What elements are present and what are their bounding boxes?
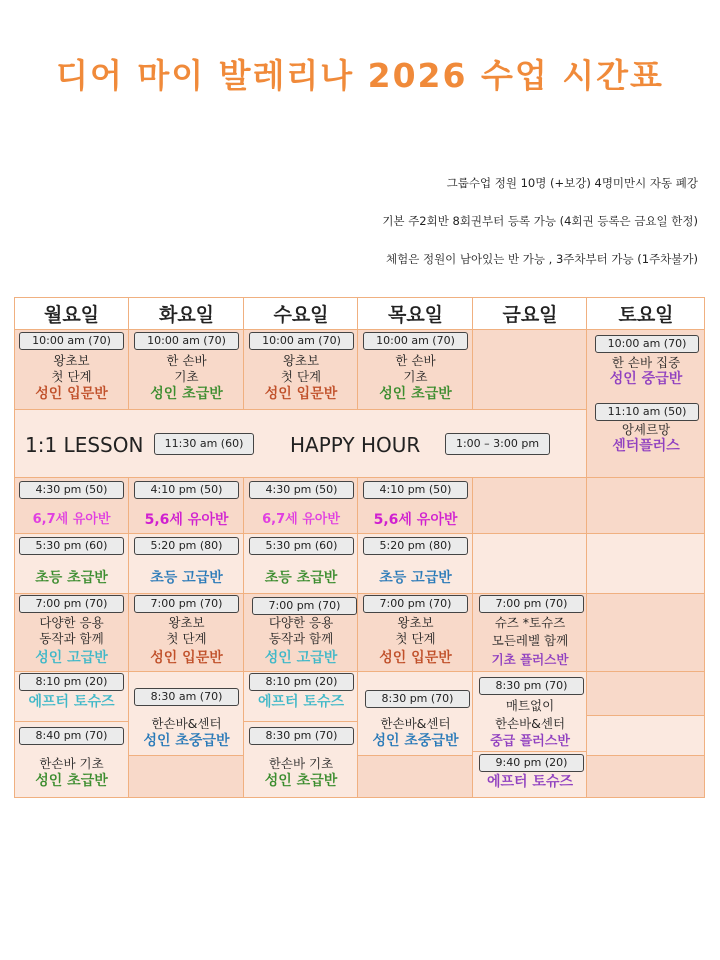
- slot-cell: [587, 478, 705, 534]
- day-monday: 월요일: [43, 304, 100, 326]
- class-name: 성인 초급반: [379, 386, 452, 402]
- class-time: 4:10 pm (50): [134, 481, 239, 499]
- class-desc: 모든레벨 함께: [491, 633, 569, 648]
- class-name: 에프터 토슈즈: [28, 694, 115, 710]
- class-name: 성인 초중급반: [143, 733, 230, 749]
- class-desc: 한손바 기초: [268, 756, 334, 771]
- notice-capacity: 그룹수업 정원 10명 (+보강) 4명미만시 자동 폐강: [446, 176, 698, 190]
- class-time: 4:10 pm (50): [363, 481, 468, 499]
- class-desc: 한 손바 집중: [611, 355, 681, 370]
- class-desc: 기초: [403, 369, 428, 384]
- class-desc: 첫 단계: [395, 631, 436, 646]
- timetable: [14, 297, 705, 798]
- class-name: 기초 플러스반: [491, 652, 569, 667]
- class-time: 4:30 pm (50): [19, 481, 124, 499]
- class-desc: 첫 단계: [51, 369, 92, 384]
- class-desc: 왕초보: [53, 353, 90, 368]
- class-time: 10:00 am (70): [595, 335, 699, 353]
- class-time: 8:30 am (70): [134, 688, 239, 706]
- class-time: 5:20 pm (80): [363, 537, 468, 555]
- class-time: 5:30 pm (60): [249, 537, 354, 555]
- class-desc: 기초: [174, 369, 199, 384]
- day-wednesday: 수요일: [273, 304, 329, 326]
- class-time: 10:00 am (70): [249, 332, 354, 350]
- class-desc: 다양한 응용: [39, 615, 104, 630]
- class-time: 10:00 am (70): [363, 332, 468, 350]
- class-desc: 한손바&센터: [380, 716, 451, 731]
- lesson-time: 11:30 am (60): [154, 433, 254, 455]
- class-name: 성인 입문반: [264, 386, 338, 402]
- class-time: 4:30 pm (50): [249, 481, 354, 499]
- class-time: 7:00 pm (70): [363, 595, 468, 613]
- lesson-label: 1:1 LESSON: [25, 433, 144, 457]
- slot-cell: [358, 756, 473, 798]
- day-tuesday: 화요일: [158, 304, 215, 326]
- slot-cell: [473, 330, 587, 410]
- class-time: 8:30 pm (70): [479, 677, 584, 695]
- slot-cell: [587, 756, 705, 798]
- class-time: 11:10 am (50): [595, 403, 699, 421]
- day-saturday: 토요일: [618, 304, 674, 326]
- class-desc: 다양한 응용: [268, 615, 334, 630]
- page-title: 디어 마이 발레리나 2026 수업 시간표: [56, 56, 664, 95]
- class-desc: 매트없이: [505, 698, 555, 713]
- class-desc: 첫 단계: [166, 631, 207, 646]
- happy-hour-label: HAPPY HOUR: [290, 433, 421, 457]
- class-name: 성인 고급반: [35, 650, 108, 666]
- slot-cell: [473, 478, 587, 534]
- class-desc: 한 손바: [395, 353, 436, 368]
- slot-cell: [129, 756, 244, 798]
- class-desc: 동작과 함께: [268, 631, 334, 646]
- slot-cell: [473, 534, 587, 594]
- slot-cell: [587, 672, 705, 716]
- class-time: 5:30 pm (60): [19, 537, 124, 555]
- class-name: 초등 고급반: [150, 570, 223, 586]
- class-name: 중급 플러스반: [490, 734, 570, 749]
- class-desc: 한손바&센터: [151, 716, 222, 731]
- class-name: 에프터 토슈즈: [257, 694, 345, 710]
- class-desc: 첫 단계: [280, 369, 322, 384]
- class-time: 8:10 pm (20): [249, 673, 354, 691]
- class-time: 5:20 pm (80): [134, 537, 239, 555]
- class-time: 7:00 pm (70): [252, 597, 357, 615]
- class-desc: 왕초보: [397, 615, 434, 630]
- class-name: 초등 고급반: [379, 570, 452, 586]
- class-desc: 한손바&센터: [494, 716, 566, 731]
- class-name: 초등 초급반: [35, 570, 108, 586]
- class-name: 성인 중급반: [609, 371, 683, 387]
- class-time: 10:00 am (70): [134, 332, 239, 350]
- class-name: 성인 초급반: [264, 773, 338, 789]
- class-desc: 왕초보: [168, 615, 205, 630]
- day-friday: 금요일: [502, 304, 558, 326]
- class-time: 10:00 am (70): [19, 332, 124, 350]
- class-name: 5,6세 유아반: [144, 512, 229, 528]
- class-time: 7:00 pm (70): [19, 595, 124, 613]
- class-time: 8:40 pm (70): [19, 727, 124, 745]
- class-time: 8:30 pm (70): [365, 690, 470, 708]
- class-name: 성인 입문반: [35, 386, 108, 402]
- class-name: 성인 초중급반: [372, 733, 459, 749]
- notice-trial: 체험은 정원이 남아있는 반 가능 , 3주차부터 가능 (1주차불가): [385, 252, 698, 266]
- class-time: 7:00 pm (70): [134, 595, 239, 613]
- class-desc: 앙셰르망: [621, 422, 671, 437]
- slot-cell: [587, 716, 705, 756]
- class-name: 6,7세 유아반: [32, 512, 111, 527]
- class-name: 에프터 토슈즈: [486, 774, 574, 790]
- day-thursday: 목요일: [387, 304, 444, 326]
- class-name: 초등 초급반: [264, 570, 338, 586]
- class-desc: 한손바 기초: [39, 756, 104, 771]
- class-time: 7:00 pm (70): [479, 595, 584, 613]
- class-name: 성인 초급반: [150, 386, 223, 402]
- class-name: 성인 입문반: [150, 650, 223, 666]
- class-name: 센터플러스: [612, 438, 680, 454]
- class-desc: 슈즈 *토슈즈: [494, 615, 566, 630]
- happy-hour-time: 1:00 – 3:00 pm: [445, 433, 550, 455]
- class-name: 6,7세 유아반: [262, 512, 340, 527]
- class-time: 8:10 pm (20): [19, 673, 124, 691]
- class-time: 8:30 pm (70): [249, 727, 354, 745]
- class-name: 성인 고급반: [264, 650, 338, 666]
- slot-cell: [587, 594, 705, 672]
- class-name: 성인 초급반: [35, 773, 108, 789]
- slot-cell: [587, 534, 705, 594]
- class-time: 9:40 pm (20): [479, 754, 584, 772]
- class-desc: 왕초보: [282, 353, 320, 368]
- class-name: 5,6세 유아반: [373, 512, 458, 528]
- class-desc: 한 손바: [166, 353, 207, 368]
- class-name: 성인 입문반: [379, 650, 452, 666]
- notice-registration: 기본 주2회반 8회권부터 등록 가능 (4회권 등록은 금요일 한정): [382, 214, 698, 228]
- class-desc: 동작과 함께: [39, 631, 104, 646]
